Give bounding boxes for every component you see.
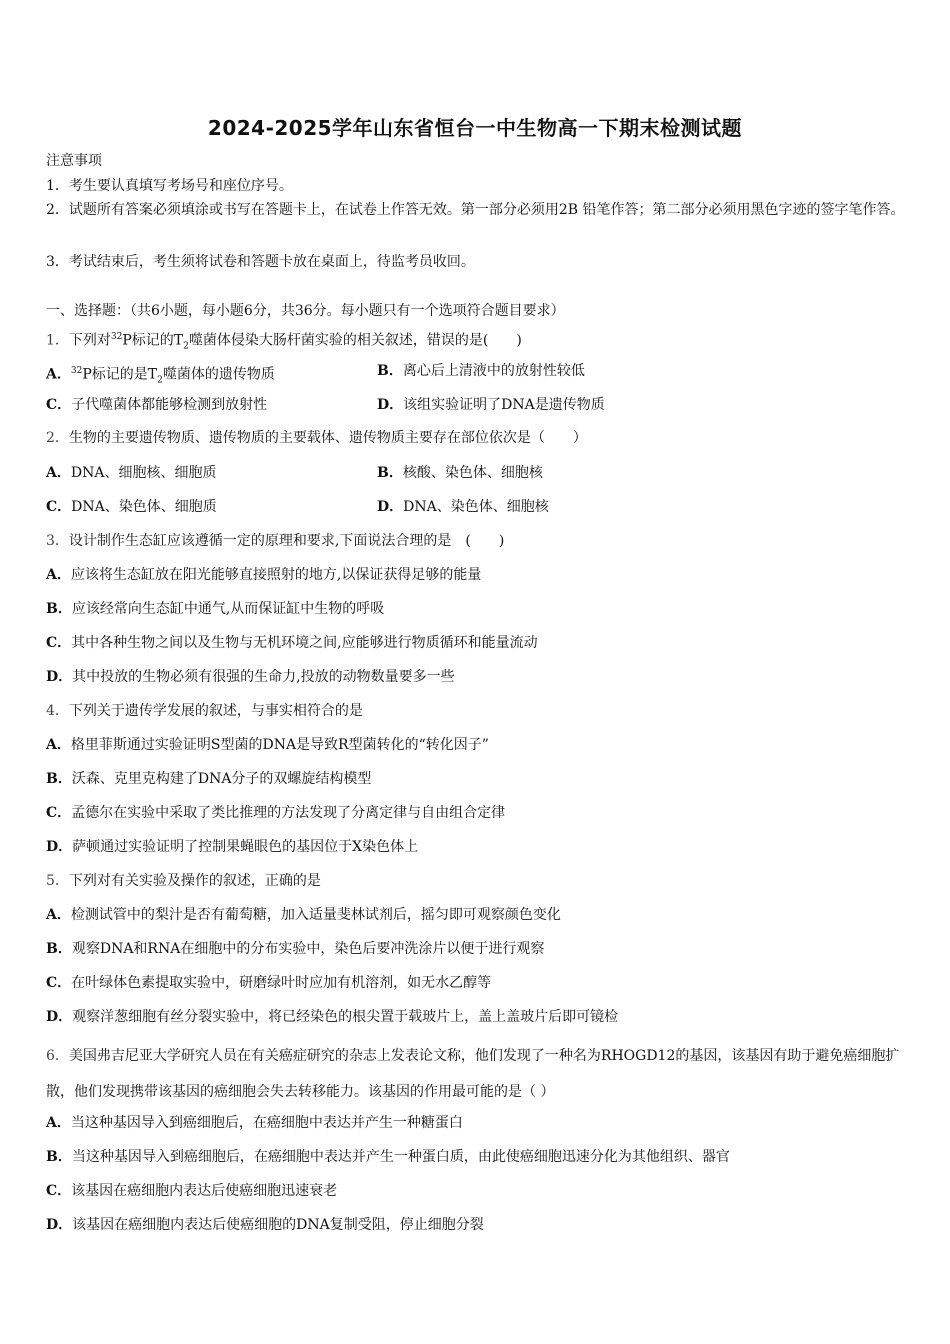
option-a: A．$^{32}$P标记的是$T_2$噬菌体的遗传物质: [46, 366, 275, 386]
question-6-stem: 6．美国弗吉尼亚大学研究人员在有关癌症研究的杂志上发表论文称，他们发现了一种名为RHOGD12的基因，该基因有助于避免癌细胞扩散，他们发现携带该基因的癌细胞会失去转移能力。该基因的作用最可能的是（ ）: [46, 1048, 900, 1100]
question-number: 2．: [46, 430, 69, 446]
question-2-stem: 2．生物的主要遗传物质、遗传物质的主要载体、遗传物质主要存在部位依次是（ ）: [46, 430, 587, 446]
option-d: D．其中投放的生物必须有很强的生命力,投放的动物数量要多一些: [46, 669, 455, 685]
option-b: B．核酸、染色体、细胞核: [377, 465, 543, 481]
question-number: 5．: [46, 873, 69, 889]
notice-item: 3．考试结束后，考生须将试卷和答题卡放在桌面上，待监考员收回。: [46, 254, 475, 270]
section-heading: 一、选择题：（共6小题，每小题6分，共36分。每小题只有一个选项符合题目要求）: [46, 303, 565, 319]
option-c: C．其中各种生物之间以及生物与无机环境之间,应能够进行物质循环和能量流动: [46, 635, 538, 651]
question-3-stem: 3．设计制作生态缸应该遵循一定的原理和要求,下面说法合理的是 ( ): [46, 533, 505, 549]
question-5-stem: 5．下列对有关实验及操作的叙述，正确的是: [46, 873, 321, 889]
question-number: 4．: [46, 703, 69, 719]
option-d: D．DNA、染色体、细胞核: [377, 499, 549, 515]
option-c: C．孟德尔在实验中采取了类比推理的方法发现了分离定律与自由组合定律: [46, 805, 506, 821]
option-b: B．沃森、克里克构建了DNA分子的双螺旋结构模型: [46, 771, 372, 787]
option-d: D．该组实验证明了DNA是遗传物质: [377, 397, 605, 413]
option-c: C．DNA、染色体、细胞质: [46, 499, 217, 515]
option-a: A．DNA、细胞核、细胞质: [46, 465, 217, 481]
option-b: B．当这种基因导入到癌细胞后，在癌细胞中表达并产生一种蛋白质，由此使癌细胞迅速分化为其他组织、器官: [46, 1149, 730, 1165]
option-d: D．观察洋葱细胞有丝分裂实验中，将已经染色的根尖置于载玻片上，盖上盖玻片后即可镜检: [46, 1009, 619, 1025]
option-b: B．应该经常向生态缸中通气,从而保证缸中生物的呼吸: [46, 601, 385, 617]
notice-heading: 注意事项: [46, 153, 102, 169]
question-4-stem: 4．下列关于遗传学发展的叙述，与事实相符合的是: [46, 703, 363, 719]
option-c: C．子代噬菌体都能够检测到放射性: [46, 397, 268, 413]
option-a: A．当这种基因导入到癌细胞后，在癌细胞中表达并产生一种糖蛋白: [46, 1115, 463, 1131]
question-number: 6．: [46, 1048, 69, 1064]
option-d: D．该基因在癌细胞内表达后使癌细胞的DNA复制受阻，停止细胞分裂: [46, 1217, 484, 1233]
option-a: A．应该将生态缸放在阳光能够直接照射的地方,以保证获得足够的能量: [46, 567, 482, 583]
option-c: C．该基因在癌细胞内表达后使癌细胞迅速衰老: [46, 1183, 338, 1199]
option-b: B．观察DNA和RNA在细胞中的分布实验中，染色后要冲洗涂片以便于进行观察: [46, 941, 545, 957]
page-title: 2024-2025学年山东省恒台一中生物高一下期末检测试题: [207, 116, 743, 140]
question-1-stem: 1．下列对$^{32}$P标记的$T_2$噬菌体侵染大肠杆菌实验的相关叙述，错误的是( ): [46, 332, 522, 352]
option-d: D．萨顿通过实验证明了控制果蝇眼色的基因位于X染色体上: [46, 839, 419, 855]
notice-item: 1．考生要认真填写考场号和座位序号。: [46, 178, 293, 194]
option-a: A．格里菲斯通过实验证明S型菌的DNA是导致R型菌转化的“转化因子”: [46, 737, 489, 753]
option-c: C．在叶绿体色素提取实验中，研磨绿叶时应加有机溶剂，如无水乙醇等: [46, 975, 492, 991]
option-b: B．离心后上清液中的放射性较低: [377, 363, 585, 379]
question-number: 3．: [46, 533, 69, 549]
question-number: 1．: [46, 332, 69, 349]
notice-item: 2．试题所有答案必须填涂或书写在答题卡上，在试卷上作答无效。第一部分必须用2B 铅笔作答；第二部分必须用黑色字迹的签字笔作答。: [46, 202, 905, 218]
option-a: A．检测试管中的梨汁是否有葡萄糖，加入适量斐林试剂后，摇匀即可观察颜色变化: [46, 907, 561, 923]
